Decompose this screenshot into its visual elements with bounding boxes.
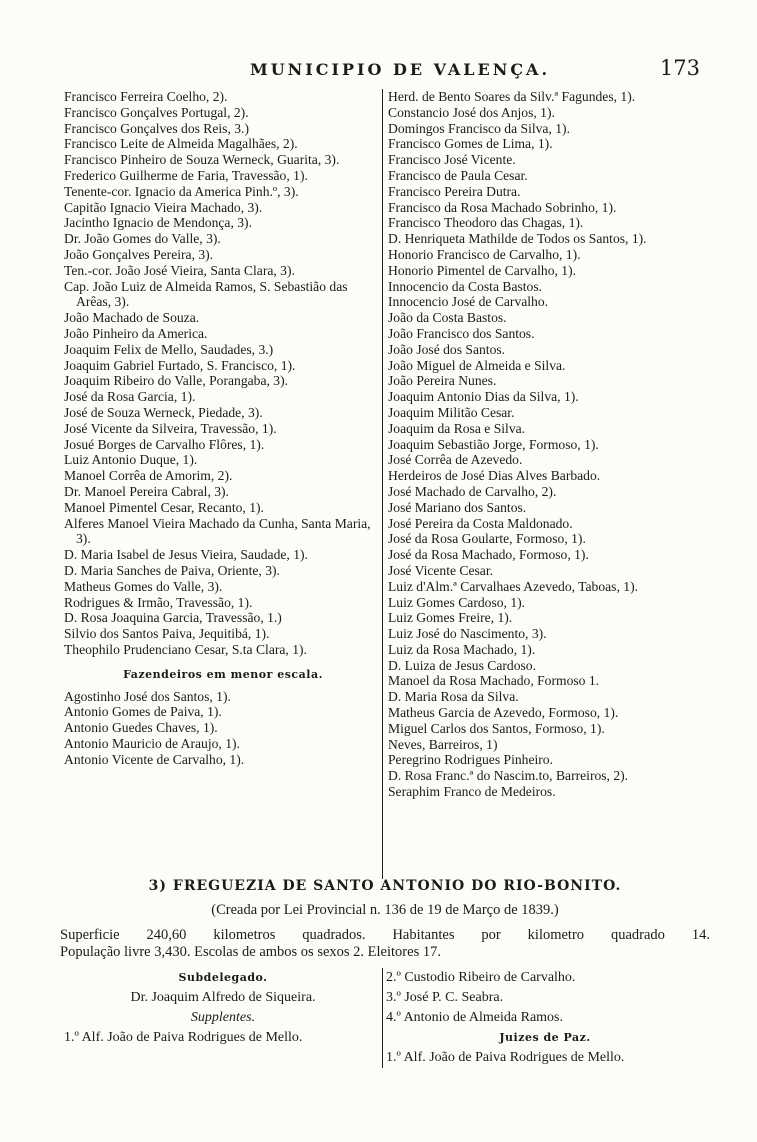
- list-item: Joaquim Sebastião Jorge, Formoso, 1).: [388, 436, 599, 452]
- section-title: 3) FREGUEZIA DE SANTO ANTONIO DO RIO-BONITO.: [148, 878, 622, 894]
- list-item: João José dos Santos.: [388, 341, 506, 357]
- column-divider: [382, 89, 383, 879]
- list-item: João Pereira Nunes.: [388, 373, 497, 389]
- list-item: Neves, Barreiros, 1): [388, 736, 498, 752]
- list-item: Joaquim Felix de Mello, Saudades, 3.): [64, 341, 274, 357]
- list-item: Silvio dos Santos Paiva, Jequitibá, 1).: [64, 626, 270, 642]
- list-item: João Gonçalves Pereira, 3).: [64, 246, 214, 262]
- list-item: D. Maria Sanches de Paiva, Oriente, 3).: [64, 562, 280, 578]
- list-item: José da Rosa Machado, Formoso, 1).: [388, 547, 589, 563]
- list-item: Tenente-cor. Ignacio da America Pinh.º, 3).: [64, 183, 299, 199]
- list-item: Luiz da Rosa Machado, 1).: [388, 641, 536, 657]
- list-item: João Miguel de Almeida e Silva.: [388, 357, 566, 373]
- list-item: Antonio Mauricio de Araujo, 1).: [64, 736, 240, 752]
- right-column: [386, 89, 704, 800]
- list-item: Francisco Gomes de Lima, 1).: [388, 136, 553, 152]
- list-item: D. Henriqueta Mathilde de Todos os Santos, 1).: [388, 231, 647, 247]
- officials-right: [386, 968, 704, 1068]
- list-item: Jacintho Ignacio de Mendonça, 3).: [64, 215, 252, 231]
- list-item: Honorio Pimentel de Carvalho, 1).: [388, 262, 577, 278]
- list-item: Luiz d'Alm.ª Carvalhaes Azevedo, Taboas, 1).: [388, 578, 638, 594]
- list-item: D. Rosa Franc.ª do Nascim.to, Barreiros, 2).: [388, 768, 629, 784]
- left-column: [64, 89, 382, 768]
- list-item: Francisco da Rosa Machado Sobrinho, 1).: [388, 199, 617, 215]
- page-header: [60, 56, 700, 86]
- list-item: João Pinheiro da America.: [64, 325, 208, 341]
- list-item: Cap. João Luiz de Almeida Ramos, S. Sebastião das Arêas, 3).: [64, 278, 348, 310]
- officials-table: [64, 968, 704, 1068]
- list-item: Joaquim Militão Cesar.: [388, 404, 515, 420]
- list-item: Frederico Guilherme de Faria, Travessão, 1).: [64, 167, 308, 183]
- list-item: José da Rosa Garcia, 1).: [64, 389, 196, 405]
- list-item: José Corrêa de Azevedo.: [388, 452, 523, 468]
- list-item: Antonio Guedes Chaves, 1).: [64, 720, 218, 736]
- parish-section: [60, 878, 710, 961]
- list-item: Matheus Gomes do Valle, 3).: [64, 578, 223, 594]
- subdelegado-heading: Subdelegado.: [178, 971, 268, 984]
- list-item: Joaquim Gabriel Furtado, S. Francisco, 1).: [64, 357, 296, 373]
- page-title: MUNICIPIO DE VALENÇA.: [250, 60, 551, 79]
- list-item: D. Rosa Joaquina Garcia, Travessão, 1.): [64, 610, 282, 626]
- subdelegado-name: Dr. Joaquim Alfredo de Siqueira.: [130, 990, 316, 1005]
- list-item: Miguel Carlos dos Santos, Formoso, 1).: [388, 720, 605, 736]
- list-item: Capitão Ignacio Vieira Machado, 3).: [64, 199, 263, 215]
- list-item: Theophilo Prudenciano Cesar, S.ta Clara, 1).: [64, 641, 307, 657]
- list-item: Herd. de Bento Soares da Silv.ª Fagundes, 1).: [388, 89, 636, 104]
- list-item: Herdeiros de José Dias Alves Barbado.: [388, 468, 601, 484]
- list-item: Manoel da Rosa Machado, Formoso 1.: [388, 673, 600, 689]
- list-item: Domingos Francisco da Silva, 1).: [388, 120, 570, 136]
- list-item: D. Maria Rosa da Silva.: [388, 689, 519, 705]
- supplente-4: 4.º Antonio de Almeida Ramos.: [386, 1010, 563, 1025]
- list-item: José de Souza Werneck, Piedade, 3).: [64, 404, 263, 420]
- list-item: Antonio Gomes de Paiva, 1).: [64, 704, 222, 720]
- list-item: Honorio Francisco de Carvalho, 1).: [388, 246, 581, 262]
- list-item: Francisco de Paula Cesar.: [388, 167, 528, 183]
- list-item: D. Luiza de Jesus Cardoso.: [388, 657, 536, 673]
- list-item: José Vicente Cesar.: [388, 562, 494, 578]
- list-item: Francisco Pereira Dutra.: [388, 183, 521, 199]
- list-item: Luiz Gomes Freire, 1).: [388, 610, 513, 626]
- list-item: Innocencio José de Carvalho.: [388, 294, 549, 310]
- list-item: Dr. João Gomes do Valle, 3).: [64, 231, 221, 247]
- juiz-1: 1.º Alf. João de Paiva Rodrigues de Mello.: [386, 1050, 625, 1065]
- list-item: Joaquim Ribeiro do Valle, Porangaba, 3).: [64, 373, 289, 389]
- list-item: Ten.-cor. João José Vieira, Santa Clara, 3).: [64, 262, 295, 278]
- section-stats-line-2: População livre 3,430. Escolas de ambos os sexos 2. Eleitores 17.: [60, 944, 441, 960]
- list-item: Constancio José dos Anjos, 1).: [388, 104, 555, 120]
- list-item: João Machado de Souza.: [64, 310, 200, 326]
- list-item: Francisco Ferreira Coelho, 2).: [64, 89, 228, 104]
- page-number: 173: [659, 56, 700, 80]
- list-item: José Vicente da Silveira, Travessão, 1).: [64, 420, 277, 436]
- list-item: Agostinho José dos Santos, 1).: [64, 688, 231, 704]
- section-creation-note: (Creada por Lei Provincial n. 136 de 19 de Março de 1839.): [211, 902, 559, 918]
- officials-left: [64, 968, 382, 1048]
- list-item: Manoel Corrêa de Amorim, 2).: [64, 468, 233, 484]
- list-item: Antonio Vicente de Carvalho, 1).: [64, 751, 245, 767]
- list-item: Francisco José Vicente.: [388, 152, 516, 168]
- supplentes-heading: Supplentes.: [190, 1010, 256, 1025]
- list-item: José Pereira da Costa Maldonado.: [388, 515, 573, 531]
- list-item: Seraphim Franco de Medeiros.: [388, 784, 556, 800]
- list-item: Joaquim da Rosa e Silva.: [388, 420, 526, 436]
- list-item: Innocencio da Costa Bastos.: [388, 278, 543, 294]
- subheading-small-farmers: Fazendeiros em menor escala.: [123, 667, 323, 681]
- two-column-list: [64, 89, 704, 879]
- list-item: Josué Borges de Carvalho Flôres, 1).: [64, 436, 265, 452]
- list-item: Luiz José do Nascimento, 3).: [388, 626, 547, 642]
- list-item: Rodrigues & Irmão, Travessão, 1).: [64, 594, 253, 610]
- list-item: José Mariano dos Santos.: [388, 499, 527, 515]
- list-item: Luiz Antonio Duque, 1).: [64, 452, 198, 468]
- list-item: José Machado de Carvalho, 2).: [388, 483, 557, 499]
- list-item: Alferes Manoel Vieira Machado da Cunha, Santa Maria, 3).: [64, 515, 371, 547]
- list-item: Dr. Manoel Pereira Cabral, 3).: [64, 483, 229, 499]
- supplente-2: 2.º Custodio Ribeiro de Carvalho.: [386, 970, 576, 985]
- list-item: Francisco Leite de Almeida Magalhães, 2).: [64, 136, 298, 152]
- list-item: D. Maria Isabel de Jesus Vieira, Saudade, 1).: [64, 547, 308, 563]
- supplente-1: 1.º Alf. João de Paiva Rodrigues de Mello.: [64, 1030, 303, 1045]
- juizes-heading: Juizes de Paz.: [499, 1031, 591, 1044]
- list-item: José da Rosa Goularte, Formoso, 1).: [388, 531, 586, 547]
- bottom-column-divider: [382, 968, 383, 1068]
- list-item: Francisco Pinheiro de Souza Werneck, Guarita, 3).: [64, 152, 340, 168]
- list-item: Peregrino Rodrigues Pinheiro.: [388, 752, 553, 768]
- section-stats-line-1: Superficie 240,60 kilometros quadrados. Habitantes por kilometro quadrado 14.: [60, 927, 710, 943]
- list-item: Manoel Pimentel Cesar, Recanto, 1).: [64, 499, 264, 515]
- supplente-3: 3.º José P. C. Seabra.: [386, 990, 504, 1005]
- list-item: João Francisco dos Santos.: [388, 325, 535, 341]
- list-item: João da Costa Bastos.: [388, 310, 507, 326]
- list-item: Francisco Gonçalves Portugal, 2).: [64, 104, 249, 120]
- list-item: Francisco Theodoro das Chagas, 1).: [388, 215, 584, 231]
- list-item: Matheus Garcia de Azevedo, Formoso, 1).: [388, 705, 619, 721]
- list-item: Francisco Gonçalves dos Reis, 3.): [64, 120, 249, 136]
- list-item: Joaquim Antonio Dias da Silva, 1).: [388, 389, 579, 405]
- list-item: Luiz Gomes Cardoso, 1).: [388, 594, 526, 610]
